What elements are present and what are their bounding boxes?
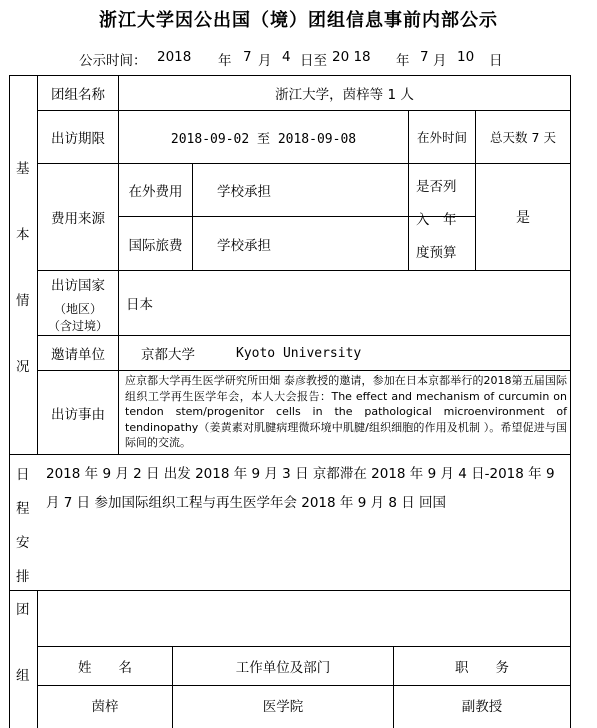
publish-label: 公示时间： <box>79 53 147 69</box>
schedule-text: 2018 年 9 月 2 日 出发 2018 年 9 月 3 日 京都滞在 2018 年 9 月 4 日-2018 年 9 月 7 日 参加国际组织工程与再生医学年会 2018 年 9 月 8 日 回国 <box>46 466 555 511</box>
reason-label: 出访事由 <box>51 406 105 423</box>
end-day-char: 日 <box>489 53 503 69</box>
end-month: 7 <box>420 49 429 65</box>
member-header-title: 职 务 <box>455 660 509 676</box>
abroad-time-label: 在外时间 <box>416 130 467 145</box>
end-year: 20 18 <box>332 49 371 65</box>
section-group-char: 组 <box>16 668 30 684</box>
member-name: 茵梓 <box>91 699 119 715</box>
country-value: 日本 <box>126 297 153 313</box>
budget-value: 是 <box>516 210 530 226</box>
end-day: 10 <box>457 49 475 65</box>
period-value: 2018-09-02 至 2018-09-08 <box>170 131 357 147</box>
budget-label-line: 度预算 <box>416 245 457 261</box>
start-month: 7 <box>243 49 252 65</box>
period-label: 出访期限 <box>51 131 105 147</box>
section-schedule-char: 安 <box>16 535 30 551</box>
abroad-time-value: 总天数 7 天 <box>490 130 556 145</box>
abroad-cost-label: 在外费用 <box>128 184 183 200</box>
section-schedule-char: 日 <box>16 467 30 483</box>
group-name-value: 浙江大学，茵梓等 1 人 <box>275 87 414 103</box>
section-schedule-char: 排 <box>16 569 30 585</box>
budget-label-line: 是否列 <box>416 179 457 195</box>
section-basic-char: 情 <box>16 293 30 309</box>
section-schedule-char: 程 <box>16 501 30 517</box>
region-label: （地区） <box>53 301 102 316</box>
member-unit: 医学院 <box>262 699 304 715</box>
day-to: 日至 <box>300 53 327 69</box>
inviter-en: Kyoto University <box>236 345 362 361</box>
inviter-cn: 京都大学 <box>141 347 195 363</box>
end-month-char: 月 <box>433 53 447 69</box>
member-header-name: 姓 名 <box>78 660 132 676</box>
section-basic-char: 况 <box>16 359 30 375</box>
member-header-unit: 工作单位及部门 <box>235 660 331 676</box>
start-year-char: 年 <box>218 53 232 69</box>
country-label: 出访国家 <box>51 278 105 294</box>
reason-text: 应京都大学再生医学研究所田畑 泰彦教授的邀请，参加在日本京都举行的2018第五届国际组织工学再生医学年会，本人大会报告：The effect and mechanism of curcumin on tendon stem/progenitor cells in the pathological microenvironment of tendinopathy（姜黄素对肌腱病理微环境中肌腱/组织细胞的作用及机制 ）。希望促进与国际间的交流。 <box>125 374 567 449</box>
end-year-char: 年 <box>396 53 410 69</box>
start-month-char: 月 <box>258 53 272 69</box>
inviter-label: 邀请单位 <box>51 347 105 363</box>
transit-label: （含过境） <box>47 318 108 333</box>
start-day: 4 <box>282 49 291 65</box>
start-year: 2018 <box>157 49 192 65</box>
group-name-label: 团组名称 <box>51 87 105 103</box>
member-title: 副教授 <box>461 699 503 715</box>
section-group-char: 团 <box>16 602 30 618</box>
section-basic-char: 基 <box>16 161 30 177</box>
cost-source-label: 费用来源 <box>51 211 105 227</box>
abroad-cost-value: 学校承担 <box>217 184 271 200</box>
budget-label-line: 入 年 <box>416 212 457 228</box>
travel-cost-value: 学校承担 <box>217 237 271 254</box>
travel-cost-label: 国际旅费 <box>128 237 183 254</box>
section-basic-char: 本 <box>16 227 30 243</box>
page-title: 浙江大学因公出国（境）团组信息事前内部公示 <box>99 10 498 31</box>
